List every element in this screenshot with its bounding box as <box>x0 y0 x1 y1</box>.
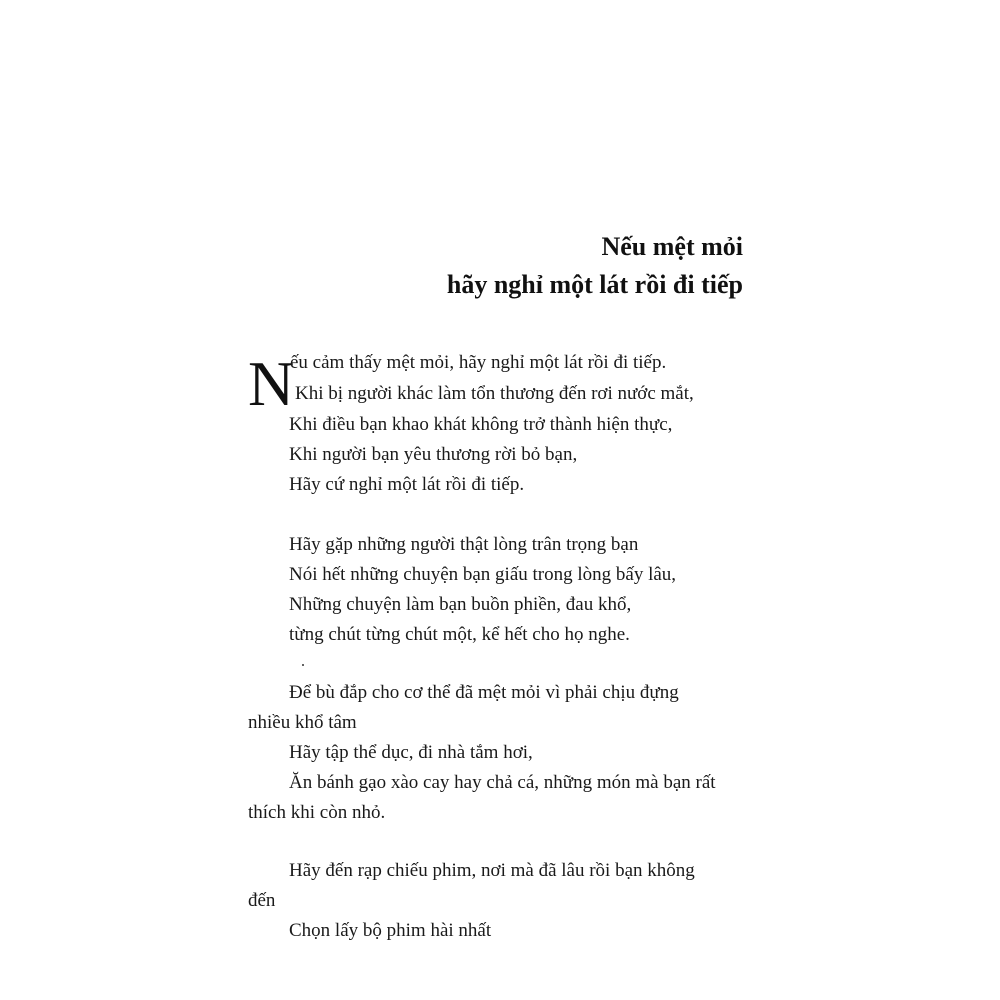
poem-line: Khi người bạn yêu thương rời bỏ bạn, <box>289 444 578 465</box>
poem-line: Chọn lấy bộ phim hài nhất <box>289 920 492 941</box>
poem-line: Những chuyện làm bạn buồn phiền, đau khổ, <box>289 594 632 615</box>
poem-line: Khi điều bạn khao khát không trở thành hiện thực, <box>289 414 673 435</box>
poem-line: đến <box>248 890 276 911</box>
poem-line: nhiều khổ tâm <box>248 712 357 733</box>
chapter-title <box>447 228 743 304</box>
drop-cap: N <box>248 348 295 419</box>
poem-line: Hãy gặp những người thật lòng trân trọng bạn <box>289 534 639 555</box>
poem-line: từng chút từng chút một, kể hết cho họ nghe. <box>289 624 630 645</box>
poem-line: thích khi còn nhỏ. <box>248 802 386 823</box>
poem-line: Khi bị người khác làm tổn thương đến rơi nước mắt, <box>295 383 694 404</box>
poem-line: Hãy tập thể dục, đi nhà tắm hơi, <box>289 742 533 763</box>
poem-line: Hãy cứ nghỉ một lát rồi đi tiếp. <box>289 474 525 495</box>
poem-line: Ăn bánh gạo xào cay hay chả cá, những món mà bạn rất <box>289 772 716 793</box>
poem-line: Nói hết những chuyện bạn giấu trong lòng bấy lâu, <box>289 564 677 585</box>
chapter-title-line-1: Nếu mệt mỏi <box>601 232 743 261</box>
poem-line: ếu cảm thấy mệt mỏi, hãy nghỉ một lát rồi đi tiếp. <box>290 352 667 373</box>
poem-line: Để bù đắp cho cơ thể đã mệt mỏi vì phải chịu đựng <box>289 682 679 703</box>
ink-speck <box>302 664 304 666</box>
poem-line: Hãy đến rạp chiếu phim, nơi mà đã lâu rồi bạn không <box>289 860 695 881</box>
chapter-title-line-2: hãy nghỉ một lát rồi đi tiếp <box>446 270 743 299</box>
